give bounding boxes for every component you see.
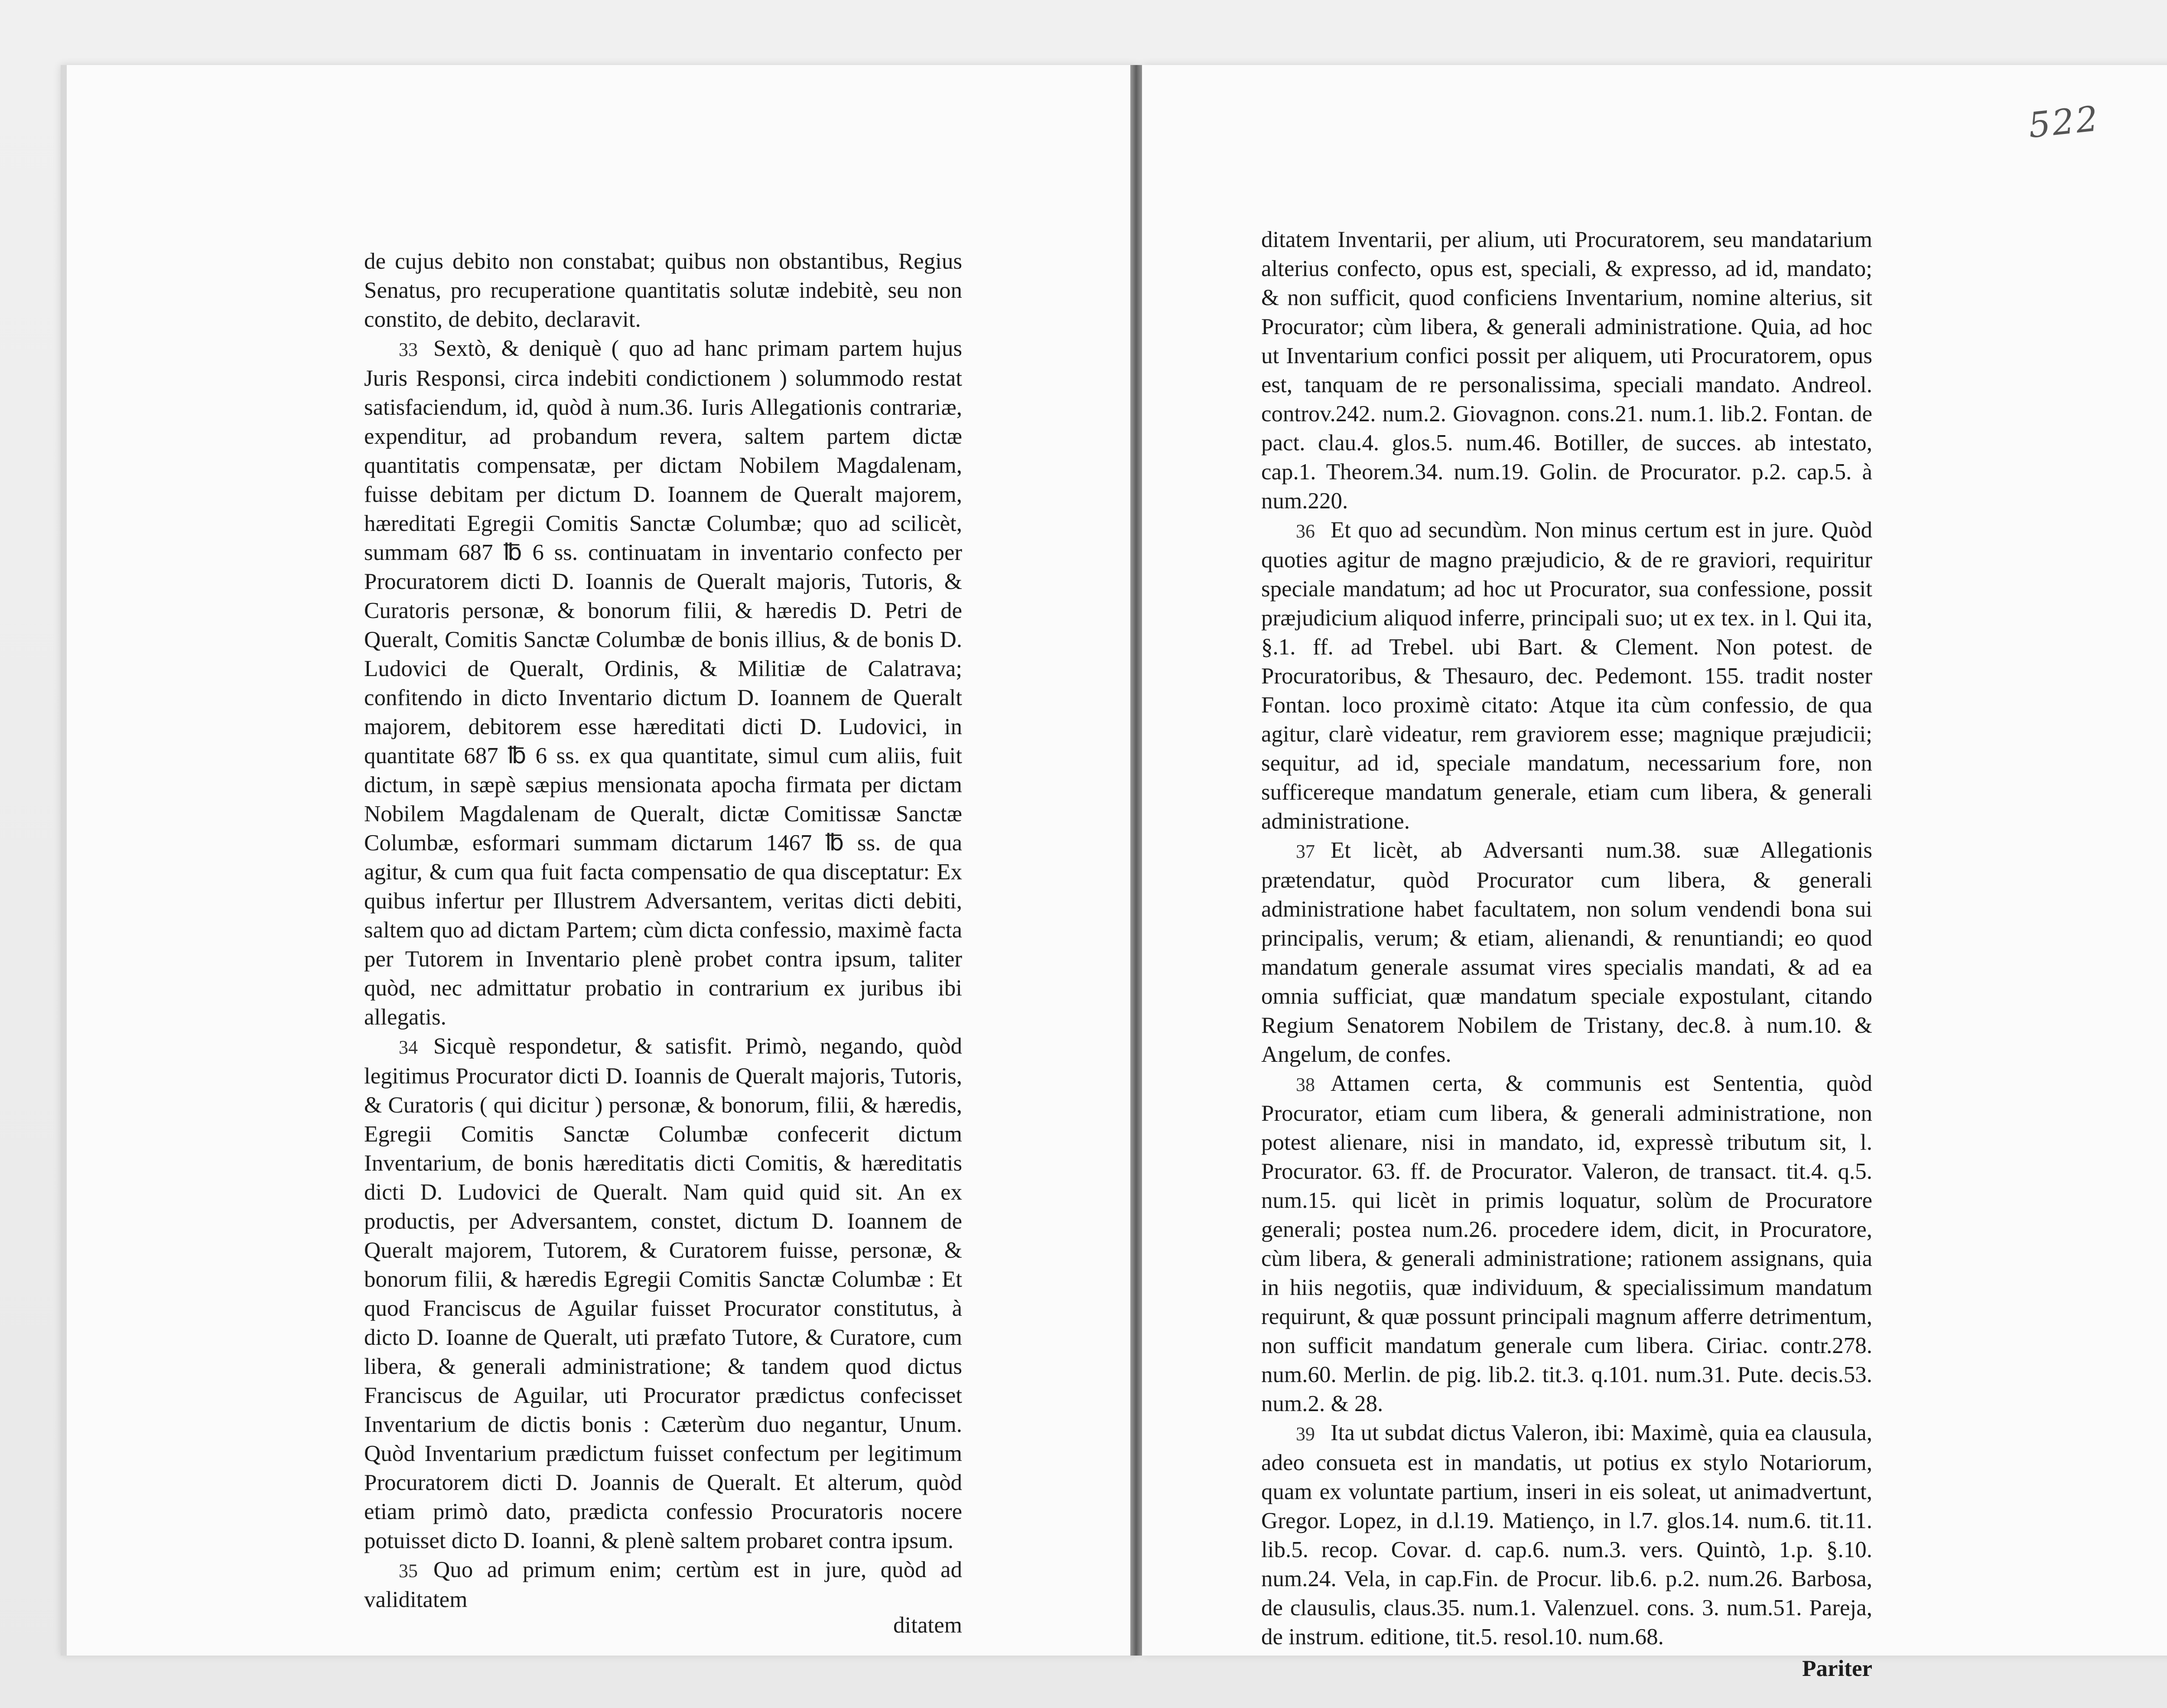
paragraph (364, 247, 962, 334)
paragraph (1261, 516, 1872, 836)
paragraph-text: Et licèt, ab Adversanti num.38. suæ Allegationis prætendatur, quòd Procurator cum libera, & generali administratione habet facultatem, non solum vendendi bona sui principalis, verum; & etiam, alienandi, & renuntiandi; eo quod mandatum generale assumat vires specialis mandati, & ad ea omnia sufficiat, quæ mandatum speciale expostulant, citando Regium Senatorem Nobilem de Tristany, dec.8. à num.10. & Angelum, de confes. (1261, 838, 1872, 1067)
catchword: Pariter (1802, 1656, 1872, 1681)
paragraph-text: de cujus debito non constabat; quibus non obstantibus, Regius Senatus, pro recuperatione quantitatis solutæ indebitè, seu non constito, de debito, declaravit. (364, 249, 962, 332)
paragraph (364, 334, 962, 1032)
paragraph (1261, 1418, 1872, 1652)
paragraph (364, 1032, 962, 1555)
paragraph-number: 36 (1296, 521, 1315, 542)
folio-number: 522 (2026, 98, 2102, 146)
left-text-column (364, 247, 962, 1640)
paragraph-number: 38 (1296, 1074, 1315, 1095)
paragraph-text: Sicquè respondetur, & satisfit. Primò, negando, quòd legitimus Procurator dicti D. Ioannis de Queralt majoris, Tutoris, & Curatoris ( qui dicitur ) personæ, & bonorum, filii, & hæredis, Egregii Comitis Sanctæ Columbæ confecerit dictum Inventarium, de bonis hæreditatis dicti Comitis, & hæreditatis dicti D. Ludovici de Queralt. Nam quid quid sit. An ex productis, per Adversantem, constet, dictum D. Ioannem de Queralt majorem, Tutorem, & Curatorem fuisse, personæ, & bonorum filii, & hæredis Egregii Comitis Sanctæ Columbæ : Et quod Franciscus de Aguilar fuisset Procurator constitutus, à dicto D. Ioanne de Queralt, uti præfato Tutore, & Curatore, cum libera, & generali administratione; & tandem quod dictus Franciscus de Aguilar, uti Procurator prædictus confecisset Inventarium de dictis bonis : Cæterùm duo negantur, Unum. Quòd Inventarium prædictum fuisset confectum per legitimum Procuratorem dicti D. Joannis de Queralt. Et alterum, quòd etiam primò dato, prædicta confessio Procuratoris nocere potuisset dicto D. Ioanni, & plenè saltem probaret contra ipsum. (364, 1034, 962, 1553)
paragraph-text: Quo ad primum enim; certùm est in jure, quòd ad validitatem (364, 1557, 962, 1612)
paragraph (1261, 225, 1872, 516)
paragraph-text: ditatem Inventarii, per alium, uti Procuratorem, seu mandatarium alterius confecto, opus est, speciali, & expresso, ad id, mandato; & non sufficit, quod conficiens Inventarium, nomine alterius, sit Procurator; cùm libera, & generali administratione. Quia, ad hoc ut Inventarium confici possit per aliquem, uti Procuratorem, opus est, tanquam de re personalissima, speciali mandato. Andreol. controv.242. num.2. Giovagnon. cons.21. num.1. lib.2. Fontan. de pact. clau.4. glos.5. num.46. Botiller, de succes. ab intestato, cap.1. Theorem.34. num.19. Golin. de Procurator. p.2. cap.5. à num.220. (1261, 227, 1872, 514)
paragraph-number: 37 (1296, 841, 1315, 862)
paragraph-number: 39 (1296, 1423, 1315, 1444)
paragraph-number: 34 (399, 1037, 418, 1058)
paragraph (1261, 836, 1872, 1069)
paragraph-text: Et quo ad secundùm. Non minus certum est in jure. Quòd quoties agitur de magno præjudicio, & de re graviori, requiritur speciale mandatum; ad hoc ut Procurator, sua confessione, possit præjudicium aliquod inferre, principali suo; ut ex tex. in l. Qui ita, §.1. ff. ad Trebel. ubi Bart. & Clement. Non potest. de Procuratoribus, & Thesauro, dec. Pedemont. 155. tradit noster Fontan. loco proximè citato: Atque ita cùm confessio, de qua agitur, clarè videatur, rem graviorem esse; magnique præjudicii; sequitur, ad id, speciale mandatum, necessarium fore, non sufficereque mandatum generale, etiam cum libera, & generali administratione. (1261, 517, 1872, 834)
paragraph-text: Ita ut subdat dictus Valeron, ibi: Maximè, quia ea clausula, adeo consueta est in mandatis, ut potius ex stylo Notariorum, quam ex voluntate partium, inseri in eis soleat, ut animadvertunt, Gregor. Lopez, in d.l.19. Matienço, in l.7. glos.14. num.6. tit.11. lib.5. recop. Covar. d. cap.6. num.3. vers. Quintò, 1.p. §.10. num.24. Vela, in cap.Fin. de Procur. lib.6. p.2. num.26. Barbosa, de clausulis, claus.35. num.1. Valenzuel. cons. 3. num.51. Pareja, de instrum. editione, tit.5. resol.10. num.68. (1261, 1420, 1872, 1649)
catchword: ditatem (893, 1613, 962, 1638)
paragraph-number: 33 (399, 339, 418, 360)
paragraph-number: 35 (399, 1560, 418, 1581)
right-text-column (1261, 225, 1872, 1683)
paragraph-text: Sextò, & deniquè ( quo ad hanc primam partem hujus Juris Responsi, circa indebiti condictionem ) solummodo restat satisfaciendum, id, quòd à num.36. Iuris Allegationis contrariæ, expenditur, ad probandum revera, saltem partem dictæ quantitatis compensatæ, per dictam Nobilem Magdalenam, fuisse debitam per dictum D. Ioannem de Queralt majorem, hæreditati Egregii Comitis Sanctæ Columbæ; quo ad scilicèt, summam 687 ℔ 6 ss. continuatam in inventario confecto per Procuratorem dicti D. Ioannis de Queralt majoris, Tutoris, & Curatoris personæ, & bonorum filii, & hæredis D. Petri de Queralt, Comitis Sanctæ Columbæ de bonis illius, & de bonis D. Ludovici de Queralt, Ordinis, & Militiæ de Calatrava; confitendo in dicto Inventario dictum D. Ioannem de Queralt majorem, debitorem esse hæreditati dicti D. Ludovici, in quantitate 687 ℔ 6 ss. ex qua quantitate, simul cum aliis, fuit dictum, in sæpè sæpius mensionata apocha firmata per dictam Nobilem Magdalenam de Queralt, dictæ Comitissæ Sanctæ Columbæ, esformari summam dictarum 1467 ℔ ss. de qua agitur, & cum qua fuit facta compensatio de qua disceptatur: Ex quibus infertur per Illustrem Adversantem, veritas dicti debiti, saltem quo ad dictam Partem; cùm dicta confessio, maximè facta per Tutorem in Inventario plenè probet contra ipsum, taliter quòd, nec admittatur probatio in contrarium ex juribus ibi allegatis. (364, 336, 962, 1030)
paragraph (1261, 1069, 1872, 1418)
paragraph-text: Attamen certa, & communis est Sententia, quòd Procurator, etiam cum libera, & generali administratione, non potest alienare, nisi in mandato, id, expressè tributum sit, l. Procurator. 63. ff. de Procurator. Valeron, de transact. tit.4. q.5. num.15. qui licèt in primis loquatur, solùm de Procuratore generali; postea num.26. procedere idem, dicit, in Procuratore, cùm libera, & generali administratione; rationem assignans, quia in hiis negotiis, quæ individuum, & specialissimum mandatum requirunt, & quæ possunt principali magnum afferre detrimentum, non sufficit mandatum generale cum libera. Ciriac. contr.278. num.60. Merlin. de pig. lib.2. tit.3. q.101. num.31. Pute. decis.53. num.2. & 28. (1261, 1071, 1872, 1416)
paragraph (364, 1555, 962, 1614)
book-gutter (1130, 65, 1143, 1656)
